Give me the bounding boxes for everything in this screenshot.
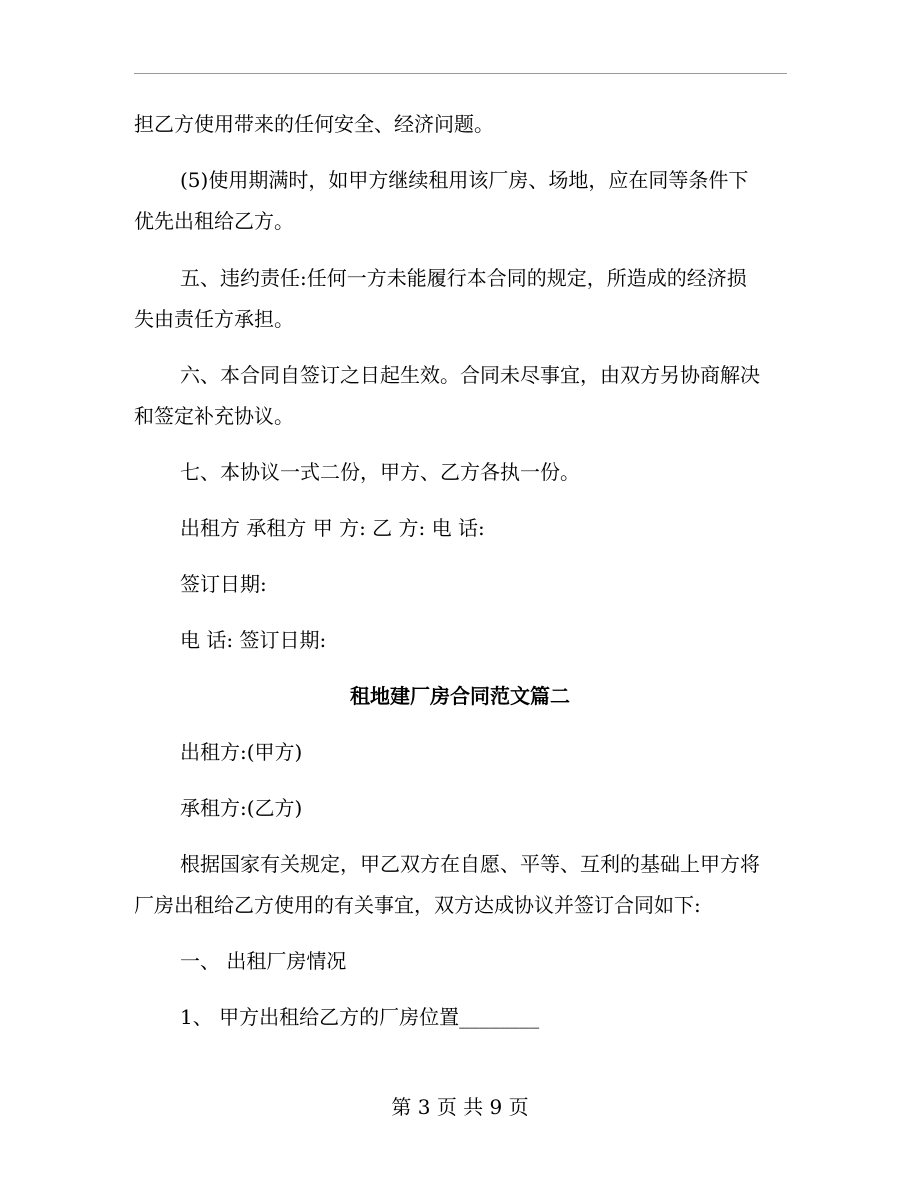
- lessor-line: 出租方:(甲方): [180, 740, 303, 764]
- paragraph-line: 五、违约责任:任何一方未能履行本合同的规定，所造成的经济损: [180, 266, 747, 290]
- section-title: 租地建厂房合同范文篇二: [350, 684, 570, 708]
- page-indicator: 第 3 页 共 9 页: [391, 1095, 529, 1119]
- clause-heading: 一、 出租厂房情况: [180, 949, 347, 973]
- paragraph-line: 根据国家有关规定，甲乙双方在自愿、平等、互利的基础上甲方将: [180, 852, 760, 876]
- paragraph-line: 六、本合同自签订之日起生效。合同未尽事宜，由双方另协商解决: [180, 363, 760, 387]
- paragraph-line: 厂房出租给乙方使用的有关事宜，双方达成协议并签订合同如下:: [134, 893, 701, 917]
- header-rule: [134, 73, 787, 74]
- signature-line: 出租方 承租方 甲 方: 乙 方: 电 话:: [180, 516, 485, 540]
- paragraph-line: 失由责任方承担。: [134, 307, 294, 331]
- paragraph-line: 优先出租给乙方。: [134, 209, 294, 233]
- paragraph-line: 和签定补充协议。: [134, 404, 294, 428]
- phone-date-line: 电 话: 签订日期:: [180, 628, 327, 652]
- signing-date-line: 签订日期:: [180, 572, 267, 596]
- clause-item: 1、 甲方出租给乙方的厂房位置________: [180, 1005, 540, 1029]
- paragraph-line: 担乙方使用带来的任何安全、经济问题。: [134, 112, 494, 136]
- lessee-line: 承租方:(乙方): [180, 796, 303, 820]
- paragraph-line: 七、本协议一式二份，甲方、乙方各执一份。: [180, 460, 580, 484]
- paragraph-line: (5)使用期满时，如甲方继续租用该厂房、场地，应在同等条件下: [180, 168, 749, 192]
